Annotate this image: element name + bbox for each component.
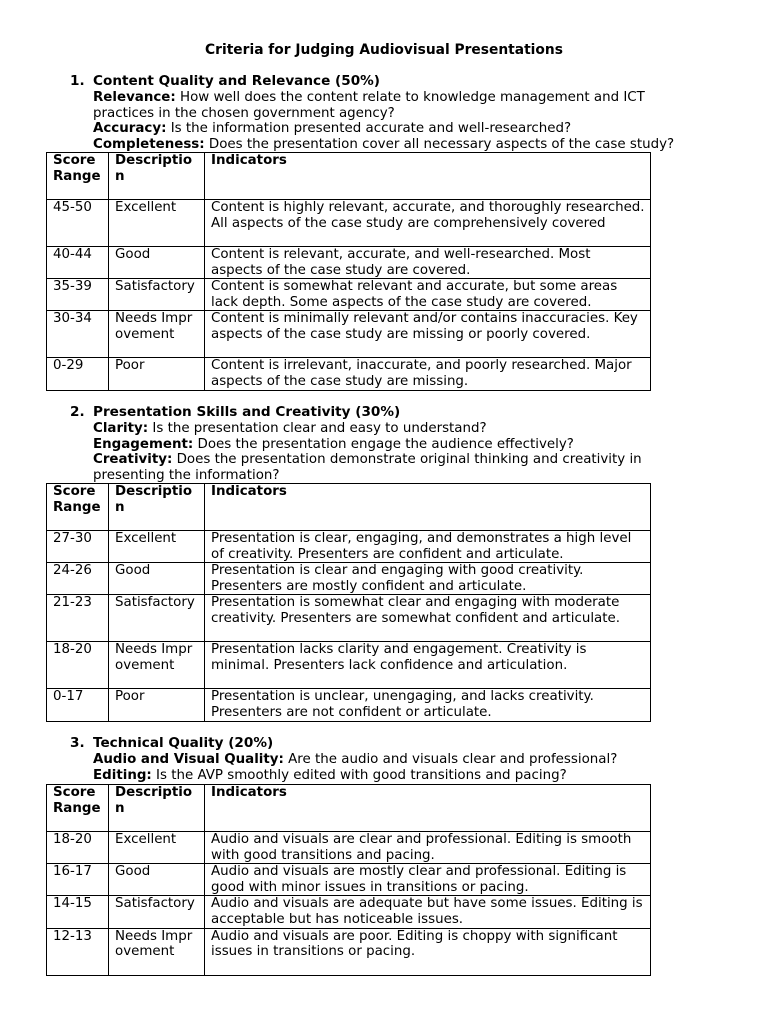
criterion-label: Audio and Visual Quality: <box>93 752 284 767</box>
table-header-row <box>47 484 651 531</box>
score-cell: 30-34 <box>47 311 109 358</box>
score-cell: 21-23 <box>47 595 109 642</box>
criterion-text: How well does the content relate to knowledge management and ICT practices in the chosen government agency? <box>93 90 645 121</box>
scoring-table <box>46 784 651 976</box>
section-number: 1. <box>70 73 85 89</box>
score-cell: 24-26 <box>47 563 109 595</box>
criterion-text: Is the information presented accurate and well-researched? <box>166 121 572 137</box>
indicator-cell: Content is somewhat relevant and accurate, but some areas lack depth. Some aspects of the case study are covered. <box>205 279 651 311</box>
header-score-range: Score Range <box>47 153 109 200</box>
criterion <box>93 752 693 768</box>
description-cell: Excellent <box>109 531 205 563</box>
score-cell: 0-17 <box>47 689 109 721</box>
criterion-label: Editing: <box>93 767 152 783</box>
table-row <box>47 595 651 642</box>
header-description: Description <box>109 484 205 531</box>
header-score-range: Score Range <box>47 785 109 832</box>
description-cell: Excellent <box>109 832 205 864</box>
section-title: Content Quality and Relevance (50%) <box>93 73 381 89</box>
table-row <box>47 531 651 563</box>
criterion-label: Completeness: <box>93 136 205 152</box>
criterion <box>93 437 693 453</box>
section-title: Technical Quality (20%) <box>93 735 274 751</box>
description-cell: Poor <box>109 358 205 390</box>
criterion-text: Does the presentation demonstrate original thinking and creativity in presenting the information? <box>93 452 642 483</box>
score-cell: 0-29 <box>47 358 109 390</box>
table-row <box>47 928 651 975</box>
indicator-cell: Presentation is somewhat clear and engaging with moderate creativity. Presenters are somewhat confident and articulate. <box>205 595 651 642</box>
criterion <box>93 452 693 483</box>
description-cell: Poor <box>109 689 205 721</box>
header-description: Description <box>109 153 205 200</box>
indicator-cell: Audio and visuals are adequate but have some issues. Editing is acceptable but has noticeable issues. <box>205 896 651 928</box>
criterion <box>93 137 693 153</box>
description-cell: Excellent <box>109 200 205 247</box>
description-cell: Good <box>109 864 205 896</box>
table-row <box>47 563 651 595</box>
table-row <box>47 358 651 390</box>
indicator-cell: Presentation is unclear, unengaging, and lacks creativity. Presenters are not confident or articulate. <box>205 689 651 721</box>
description-cell: Satisfactory <box>109 595 205 642</box>
criteria-list <box>93 90 693 152</box>
description-cell: Good <box>109 247 205 279</box>
table-header-row <box>47 785 651 832</box>
score-cell: 14-15 <box>47 896 109 928</box>
criterion-label: Creativity: <box>93 452 173 468</box>
criterion-text: Does the presentation engage the audience effectively? <box>193 436 574 452</box>
header-indicators: Indicators <box>205 785 651 832</box>
header-description: Description <box>109 785 205 832</box>
table-row <box>47 247 651 279</box>
section-title: Presentation Skills and Creativity (30%) <box>93 404 401 420</box>
criterion-label: Engagement: <box>93 436 194 452</box>
table-row <box>47 311 651 358</box>
table-row <box>47 864 651 896</box>
criterion-text: Are the audio and visuals clear and professional? <box>283 752 618 767</box>
criterion <box>93 768 693 784</box>
table-row <box>47 642 651 689</box>
score-cell: 12-13 <box>47 928 109 975</box>
description-cell: Needs Improvement <box>109 642 205 689</box>
criterion-text: Is the AVP smoothly edited with good transitions and pacing? <box>151 767 567 783</box>
table-row <box>47 279 651 311</box>
criterion <box>93 90 693 121</box>
section-heading <box>70 735 273 751</box>
criterion-text: Does the presentation cover all necessary aspects of the case study? <box>204 136 675 152</box>
table-row <box>47 689 651 721</box>
score-cell: 40-44 <box>47 247 109 279</box>
indicator-cell: Content is highly relevant, accurate, and thoroughly researched. All aspects of the case study are comprehensively covered <box>205 200 651 247</box>
scoring-table <box>46 483 651 722</box>
criterion-text: Is the presentation clear and easy to understand? <box>148 421 487 436</box>
indicator-cell: Content is irrelevant, inaccurate, and poorly researched. Major aspects of the case study are missing. <box>205 358 651 390</box>
description-cell: Satisfactory <box>109 896 205 928</box>
criterion <box>93 421 693 437</box>
section-heading <box>70 73 380 89</box>
criteria-list <box>93 421 693 483</box>
criterion-label: Accuracy: <box>93 121 167 137</box>
score-cell: 45-50 <box>47 200 109 247</box>
table-row <box>47 896 651 928</box>
description-cell: Needs Improvement <box>109 311 205 358</box>
indicator-cell: Presentation is clear, engaging, and demonstrates a high level of creativity. Presenters are confident and articulate. <box>205 531 651 563</box>
indicator-cell: Audio and visuals are mostly clear and professional. Editing is good with minor issues in transitions or pacing. <box>205 864 651 896</box>
score-cell: 18-20 <box>47 642 109 689</box>
indicator-cell: Content is relevant, accurate, and well-researched. Most aspects of the case study are covered. <box>205 247 651 279</box>
indicator-cell: Presentation lacks clarity and engagement. Creativity is minimal. Presenters lack confidence and articulation. <box>205 642 651 689</box>
table-row <box>47 200 651 247</box>
document-title: Criteria for Judging Audiovisual Presentations <box>205 42 563 58</box>
criterion-label: Clarity: <box>93 421 149 436</box>
score-cell: 35-39 <box>47 279 109 311</box>
section-number: 2. <box>70 404 85 420</box>
header-score-range: Score Range <box>47 484 109 531</box>
description-cell: Good <box>109 563 205 595</box>
indicator-cell: Content is minimally relevant and/or contains inaccuracies. Key aspects of the case study are missing or poorly covered. <box>205 311 651 358</box>
section-number: 3. <box>70 735 85 751</box>
description-cell: Needs Improvement <box>109 928 205 975</box>
table-header-row <box>47 153 651 200</box>
scoring-table <box>46 152 651 391</box>
table-row <box>47 832 651 864</box>
indicator-cell: Presentation is clear and engaging with good creativity. Presenters are mostly confident and articulate. <box>205 563 651 595</box>
header-indicators: Indicators <box>205 153 651 200</box>
score-cell: 27-30 <box>47 531 109 563</box>
indicator-cell: Audio and visuals are clear and professional. Editing is smooth with good transitions and pacing. <box>205 832 651 864</box>
criterion <box>93 121 693 137</box>
criterion-label: Relevance: <box>93 90 176 105</box>
score-cell: 18-20 <box>47 832 109 864</box>
indicator-cell: Audio and visuals are poor. Editing is choppy with significant issues in transitions or pacing. <box>205 928 651 975</box>
score-cell: 16-17 <box>47 864 109 896</box>
criteria-list <box>93 752 693 783</box>
header-indicators: Indicators <box>205 484 651 531</box>
description-cell: Satisfactory <box>109 279 205 311</box>
section-heading <box>70 404 400 420</box>
